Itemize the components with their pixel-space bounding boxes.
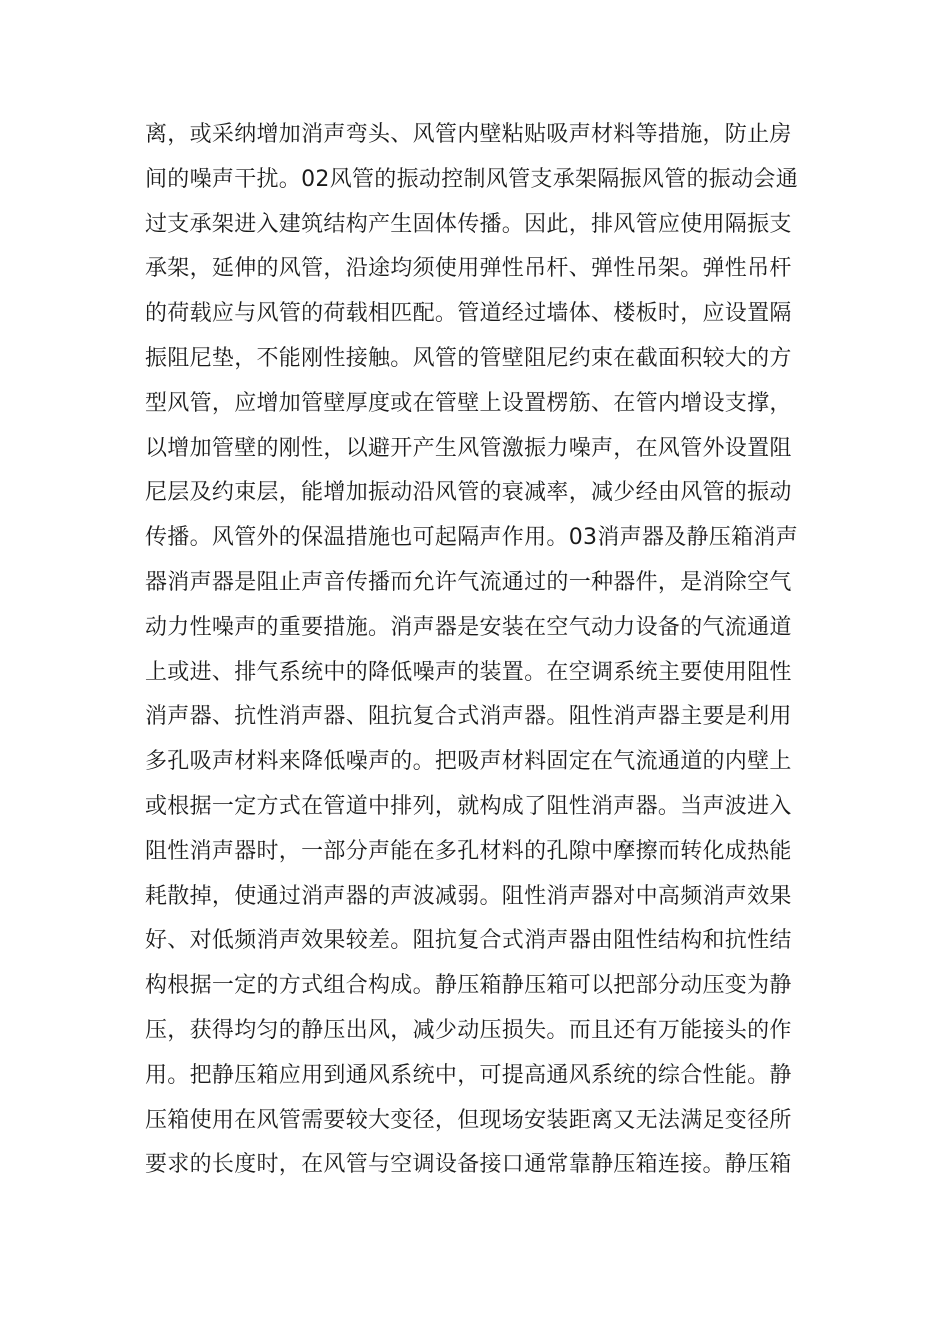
text-line: 动力性噪声的重要措施。消声器是安装在空气动力设备的气流通道 [145,614,792,640]
text-line: 压，获得均匀的静压出风，减少动压损失。而且还有万能接头的作 [145,1017,792,1043]
text-line: 以增加管壁的刚性，以避开产生风管激振力噪声，在风管外设置阻 [145,435,792,461]
body-text [145,113,815,1188]
text-line: 耗散掉，使通过消声器的声波减弱。阻性消声器对中高频消声效果 [145,883,792,909]
text-line: 消声器、抗性消声器、阻抗复合式消声器。阻性消声器主要是利用 [145,704,792,730]
text-line: 构根据一定的方式组合构成。静压箱静压箱可以把部分动压变为静 [145,973,792,999]
text-line: 要求的长度时，在风管与空调设备接口通常靠静压箱连接。静压箱 [145,1152,792,1178]
text-line: 尼层及约束层，能增加振动沿风管的衰减率，减少经由风管的振动 [145,480,792,506]
text-line: 好、对低频消声效果较差。阻抗复合式消声器由阻性结构和抗性结 [145,928,792,954]
text-line: 阻性消声器时，一部分声能在多孔材料的孔隙中摩擦而转化成热能 [145,838,792,864]
text-line: 的荷载应与风管的荷载相匹配。管道经过墙体、楼板时，应设置隔 [145,301,792,327]
text-line: 过支承架进入建筑结构产生固体传播。因此，排风管应使用隔振支 [145,211,792,237]
text-line: 承架，延伸的风管，沿途均须使用弹性吊杆、弹性吊架。弹性吊杆 [145,256,792,282]
text-line: 上或进、排气系统中的降低噪声的装置。在空调系统主要使用阻性 [145,659,792,685]
text-line: 型风管，应增加管壁厚度或在管壁上设置楞筋、在管内增设支撑， [145,390,792,416]
text-line: 用。把静压箱应用到通风系统中，可提高通风系统的综合性能。静 [145,1062,792,1088]
text-line: 间的噪声干扰。02风管的振动控制风管支承架隔振风管的振动会通 [145,166,798,192]
text-line: 压箱使用在风管需要较大变径，但现场安装距离又无法满足变径所 [145,1107,792,1133]
text-line: 传播。风管外的保温措施也可起隔声作用。03消声器及静压箱消声 [145,525,798,551]
text-line: 多孔吸声材料来降低噪声的。把吸声材料固定在气流通道的内壁上 [145,749,792,775]
text-line: 器消声器是阻止声音传播而允许气流通过的一种器件，是消除空气 [145,569,792,595]
text-line: 或根据一定方式在管道中排列，就构成了阻性消声器。当声波进入 [145,793,792,819]
text-line: 振阻尼垫，不能刚性接触。风管的管壁阻尼约束在截面积较大的方 [145,345,792,371]
text-line: 离，或采纳增加消声弯头、风管内壁粘贴吸声材料等措施，防止房 [145,122,792,147]
